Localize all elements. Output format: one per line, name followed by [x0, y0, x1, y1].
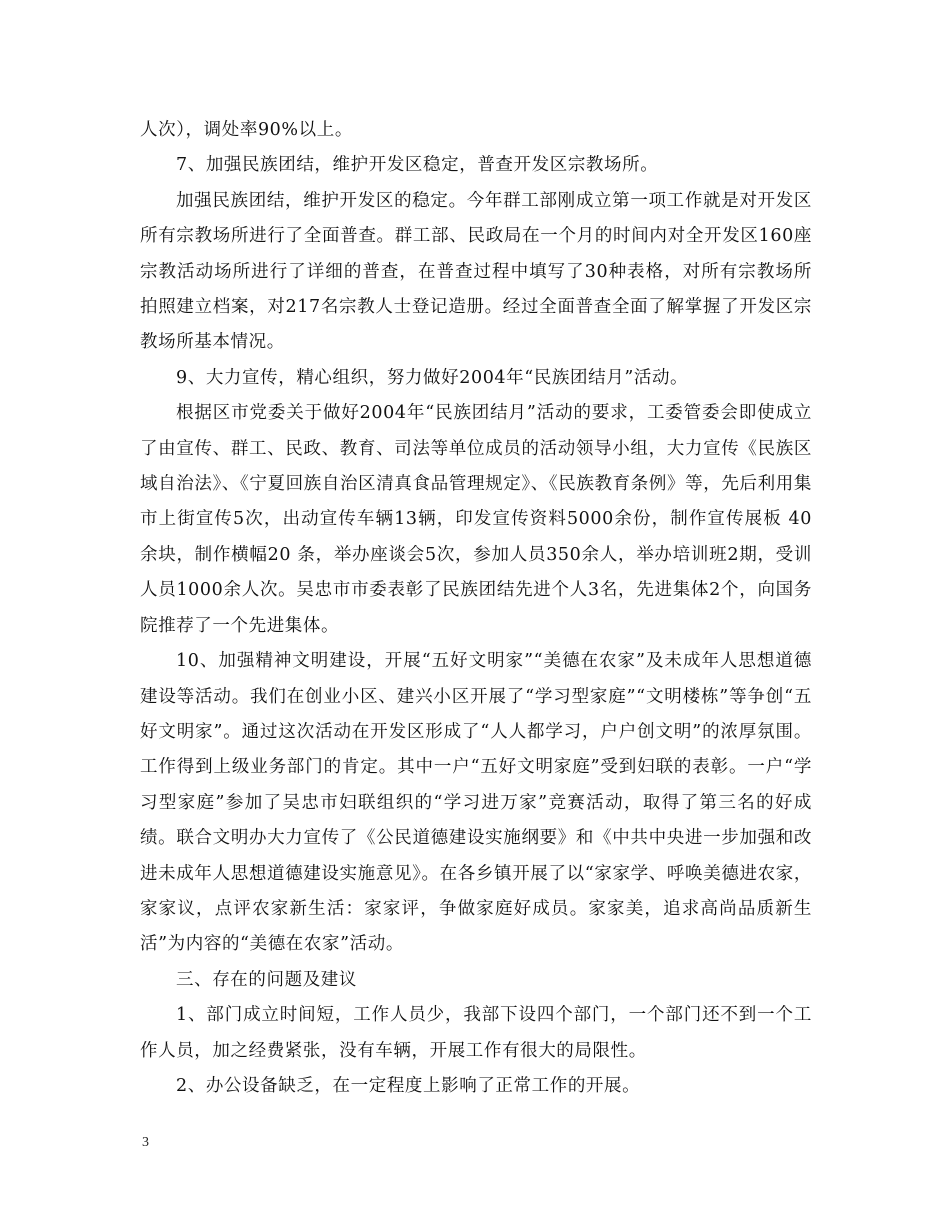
- paragraph: 9、大力宣传，精心组织，努力做好2004年“民族团结月”活动。: [176, 367, 689, 388]
- paragraph: 加强民族团结，维护开发区的稳定。今年群工部刚成立第一项工作就是对开发区所有宗教场所进行了全面普查。群工部、民政局在一个月的时间内对全开发区160座宗教活动场所进行了详细的普查，在普查过程中填写了30种表格，对所有宗教场所拍照建立档案，对217名宗教人士登记造册。经过全面普查全面了解掌握了开发区宗教场所基本情况。: [140, 190, 812, 353]
- paragraph: 人次），调处率90%以上。: [140, 120, 353, 140]
- section-heading: 三、存在的问题及建议: [176, 969, 357, 990]
- page-number: 3: [142, 1135, 149, 1150]
- paragraph: 7、加强民族团结，维护开发区稳定，普查开发区宗教场所。: [176, 155, 659, 176]
- paragraph: 2、办公设备缺乏，在一定程度上影响了正常工作的开展。: [176, 1075, 641, 1096]
- paragraph: 根据区市党委关于做好2004年“民族团结月”活动的要求，工委管委会即使成立了由宣传、群工、民政、教育、司法等单位成员的活动领导小组，大力宣传《民族区域自治法》、《宁夏回族自治区清真食品管理规定》、《民族教育条例》等，先后利用集市上街宣传5次，出动宣传车辆13辆，印发宣传资料5000余份，制作宣传展板 40余块，制作横幅20 条，举办座谈会5次，参加人员350余人，举办培训班2期，受训人员1000余人次。吴忠市市委表彰了民族团结先进个人3名，先进集体2个，向国务院推荐了一个先进集体。: [140, 403, 812, 636]
- paragraph: 10、加强精神文明建设，开展“五好文明家”“美德在农家”及未成年人思想道德建设等活动。我们在创业小区、建兴小区开展了“学习型家庭”“文明楼栋”等争创“五好文明家”。通过这次活动在开发区形成了“人人都学习，户户创文明”的浓厚氛围。工作得到上级业务部门的肯定。其中一户“五好文明家庭”受到妇联的表彰。一户“学习型家庭”参加了吴忠市妇联组织的“学习进万家”竞赛活动，取得了第三名的好成绩。联合文明办大力宣传了《公民道德建设实施纲要》和《中共中央进一步加强和改进未成年人思想道德建设实施意见》。在各乡镇开展了以“家家学、呼唤美德进农家，家家议，点评农家新生活：家家评，争做家庭好成员。家家美，追求高尚品质新生活”为内容的“美德在农家”活动。: [140, 651, 812, 955]
- document-body: [140, 113, 812, 1104]
- paragraph: 1、部门成立时间短，工作人员少，我部下设四个部门，一个部门还不到一个工作人员，加之经费紧张，没有车辆，开展工作有很大的局限性。: [140, 1005, 812, 1061]
